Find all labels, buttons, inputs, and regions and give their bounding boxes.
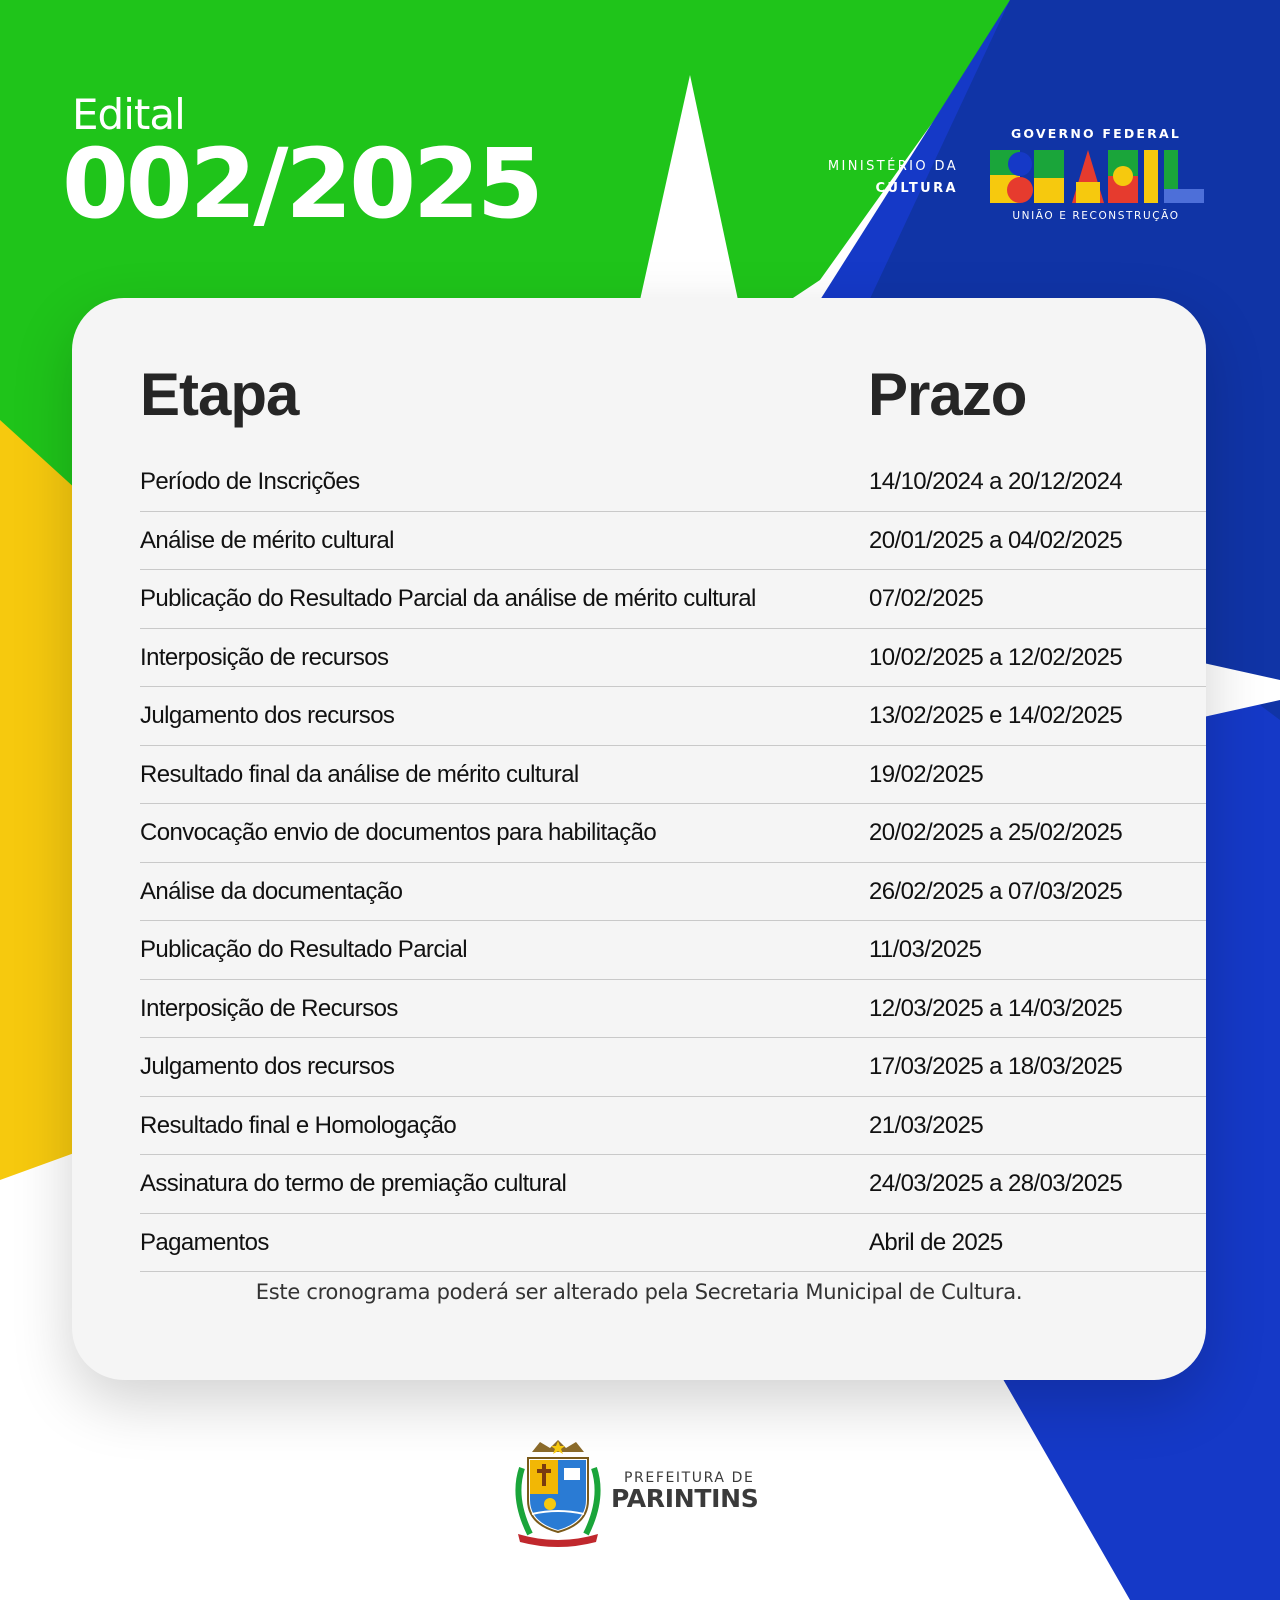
stage-cell: Publicação do Resultado Parcial da análise de mérito cultural: [140, 585, 756, 612]
stage-cell: Resultado final da análise de mérito cultural: [140, 760, 579, 788]
ministry-line-2: CULTURA: [875, 181, 958, 196]
header-stage: Etapa: [140, 361, 299, 428]
edital-number: 002/2025: [62, 128, 541, 240]
edital-label: Edital: [72, 90, 185, 139]
table-row: [140, 863, 1206, 922]
table-row: [140, 980, 1206, 1039]
stage-cell: Convocação envio de documentos para habilitação: [140, 819, 657, 846]
stage-cell: Interposição de Recursos: [140, 994, 398, 1022]
stage-cell: Resultado final e Homologação: [140, 1111, 457, 1139]
schedule-table: [140, 453, 1206, 1272]
table-row: [140, 804, 1206, 863]
ministry-of-culture-logo: [780, 156, 958, 200]
schedule-note: Este cronograma poderá ser alterado pela Secretaria Municipal de Cultura.: [255, 1280, 1023, 1304]
deadline-cell: 07/02/2025: [869, 585, 984, 612]
deadline-cell: 11/03/2025: [869, 936, 982, 963]
table-row: [140, 629, 1206, 688]
table-row: [140, 921, 1206, 980]
stage-cell: Interposição de recursos: [140, 643, 389, 671]
deadline-cell: 10/02/2025 a 12/02/2025: [869, 643, 1123, 671]
deadline-cell: 26/02/2025 a 07/03/2025: [869, 877, 1123, 905]
header-deadline: Prazo: [868, 361, 1027, 428]
table-row: [140, 1097, 1206, 1156]
deadline-cell: 17/03/2025 a 18/03/2025: [869, 1053, 1123, 1080]
schedule-card: [72, 298, 1206, 1380]
stage-cell: Assinatura do termo de premiação cultural: [140, 1170, 567, 1197]
table-row: [140, 746, 1206, 805]
ministry-line-1: MINISTÉRIO DA: [827, 159, 958, 174]
table-row: [140, 1155, 1206, 1214]
stage-cell: Julgamento dos recursos: [140, 702, 395, 729]
deadline-cell: 24/03/2025 a 28/03/2025: [869, 1170, 1123, 1197]
brasil-logo-icon: [990, 150, 1206, 205]
table-row: [140, 512, 1206, 571]
government-slogan: UNIÃO E RECONSTRUÇÃO: [1012, 210, 1180, 222]
deadline-cell: 20/02/2025 a 25/02/2025: [869, 819, 1123, 846]
stage-cell: Pagamentos: [140, 1228, 269, 1256]
deadline-cell: 13/02/2025 e 14/02/2025: [869, 702, 1123, 729]
stage-cell: Julgamento dos recursos: [140, 1053, 395, 1080]
stage-cell: Análise de mérito cultural: [140, 526, 394, 554]
deadline-cell: 19/02/2025: [869, 760, 984, 788]
deadline-cell: 20/01/2025 a 04/02/2025: [869, 526, 1123, 554]
stage-cell: Período de Inscrições: [140, 468, 360, 495]
government-federal-label: GOVERNO FEDERAL: [1010, 126, 1182, 141]
prefeitura-line-1: PREFEITURA DE: [624, 1470, 755, 1486]
brasil-logo-blocks: [990, 150, 1204, 203]
parintins-coat-of-arms-icon: [510, 1438, 606, 1550]
deadline-cell: 14/10/2024 a 20/12/2024: [869, 468, 1123, 495]
stage-cell: Publicação do Resultado Parcial: [140, 936, 467, 963]
table-row: [140, 570, 1206, 629]
table-row: [140, 453, 1206, 512]
stage-cell: Análise da documentação: [140, 877, 403, 905]
table-row: [140, 1038, 1206, 1097]
prefeitura-line-2: PARINTINS: [611, 1484, 759, 1513]
deadline-cell: Abril de 2025: [869, 1228, 1003, 1256]
deadline-cell: 12/03/2025 a 14/03/2025: [869, 994, 1123, 1022]
table-row: [140, 1214, 1206, 1273]
table-row: [140, 687, 1206, 746]
deadline-cell: 21/03/2025: [869, 1111, 984, 1139]
